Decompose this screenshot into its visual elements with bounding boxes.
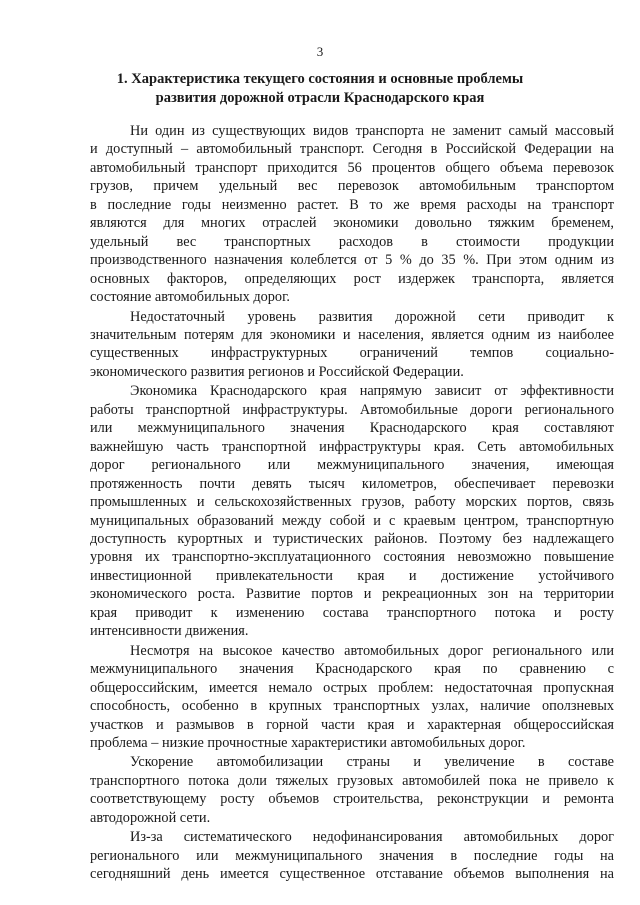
paragraph-line: промышленных и сельскохозяйственных грузов, работу морских портов, связь bbox=[90, 494, 614, 511]
paragraph-line: регионального или межмуниципального значения в последние годы на bbox=[90, 847, 614, 864]
paragraph-line: в последние годы неизменно растет. В то же время расходы на транспорт bbox=[90, 196, 614, 213]
paragraph bbox=[90, 828, 614, 883]
paragraph-line: существенных инфраструктурных ограничений темпов социально- bbox=[90, 345, 614, 362]
page-number: 3 bbox=[316, 44, 324, 59]
paragraph-line: работы транспортной инфраструктуры. Автомобильные дороги регионального bbox=[90, 401, 614, 418]
paragraph-line: участков и размывов в горной части края и характерная общероссийская bbox=[90, 716, 614, 733]
section-heading bbox=[90, 70, 550, 108]
paragraph-line: доступность курортных и туристических районов. Поэтому без надлежащего bbox=[90, 530, 614, 547]
paragraph-line: являются для многих отраслей экономики довольно тяжким бременем, bbox=[90, 215, 614, 232]
paragraph-line: Экономика Краснодарского края напрямую зависит от эффективности bbox=[130, 383, 614, 400]
paragraph-line: Из-за систематического недофинансирования автомобильных дорог bbox=[130, 829, 614, 846]
paragraph-line: значительным потерям для экономики и населения, является одним из наиболее bbox=[90, 326, 614, 343]
paragraph bbox=[90, 642, 614, 753]
paragraph-line: и доступный – автомобильный транспорт. Сегодня в Российской Федерации на bbox=[90, 141, 614, 158]
paragraph-line: автодорожной сети. bbox=[90, 809, 211, 826]
paragraph-line: общероссийским, имеется немало острых проблем: недостаточная пропускная bbox=[90, 679, 614, 696]
paragraph bbox=[90, 308, 614, 382]
section-heading-line: развития дорожной отрасли Краснодарского края bbox=[155, 90, 485, 106]
paragraph-line: Несмотря на высокое качество автомобильных дорог регионального или bbox=[130, 642, 614, 659]
paragraph-line: способность, особенно в крупных транспортных узлах, наличие оползневых bbox=[90, 698, 614, 715]
paragraph-line: межмуниципального значения Краснодарского края по сравнению с bbox=[90, 661, 614, 678]
paragraph-line: уровня их транспортно-эксплуатационного состояния невозможно повышение bbox=[90, 549, 614, 566]
paragraph bbox=[90, 382, 614, 640]
paragraph-line: автомобильный транспорт приходится 56 процентов общего объема перевозок bbox=[90, 159, 614, 176]
paragraph-line: Ни один из существующих видов транспорта не заменит самый массовый bbox=[130, 123, 614, 139]
body-text bbox=[90, 122, 614, 885]
paragraph bbox=[90, 753, 614, 827]
paragraph-line: удельный вес транспортных расходов в стоимости продукции bbox=[90, 233, 614, 250]
paragraph-line: сегодняшний день имеется существенное отставание объемов выполнения на bbox=[90, 866, 614, 883]
paragraph-line: инвестиционной привлекательности края и достижение устойчивого bbox=[90, 567, 614, 584]
section-heading-line: 1. Характеристика текущего состояния и основные проблемы bbox=[116, 71, 524, 87]
paragraph-line: протяженность почти девять тысяч километров, обеспечивает перевозки bbox=[90, 475, 614, 492]
paragraph-line: важнейшую часть транспортной инфраструктуры края. Сеть автомобильных bbox=[90, 438, 614, 455]
paragraph-line: края приводит к изменению состава транспортного потока и росту bbox=[90, 604, 614, 621]
paragraph-line: проблема – низкие прочностные характеристики автомобильных дорог. bbox=[90, 734, 526, 751]
paragraph-line: Недостаточный уровень развития дорожной сети приводит к bbox=[130, 308, 614, 325]
paragraph-line: грузов, причем удельный вес перевозок автомобильным транспортом bbox=[90, 178, 614, 195]
paragraph-line: интенсивности движения. bbox=[90, 623, 249, 640]
paragraph-line: экономического развития регионов и Российской Федерации. bbox=[90, 363, 464, 380]
paragraph-line: основных факторов, определяющих рост издержек транспорта, является bbox=[90, 270, 614, 287]
paragraph-line: дорог регионального или межмуниципального значения, имеющая bbox=[90, 457, 614, 474]
paragraph-line: транспортного потока доли тяжелых грузовых автомобилей пока не привело к bbox=[90, 772, 614, 789]
paragraph-line: производственного назначения колеблется от 5 % до 35 %. При этом одним из bbox=[90, 252, 614, 269]
paragraph-line: Ускорение автомобилизации страны и увеличение в составе bbox=[130, 754, 614, 771]
paragraph-line: или межмуниципального значения Краснодарского края составляют bbox=[90, 420, 614, 437]
paragraph-line: соответствующему росту объемов строительства, реконструкции и ремонта bbox=[90, 791, 614, 808]
paragraph bbox=[90, 122, 614, 307]
paragraph-line: состояние автомобильных дорог. bbox=[90, 289, 290, 306]
paragraph-line: экономического роста. Развитие портов и рекреационных зон на территории bbox=[90, 586, 614, 603]
paragraph-line: муниципальных образований между собой и с краевым центром, транспортную bbox=[90, 512, 614, 529]
